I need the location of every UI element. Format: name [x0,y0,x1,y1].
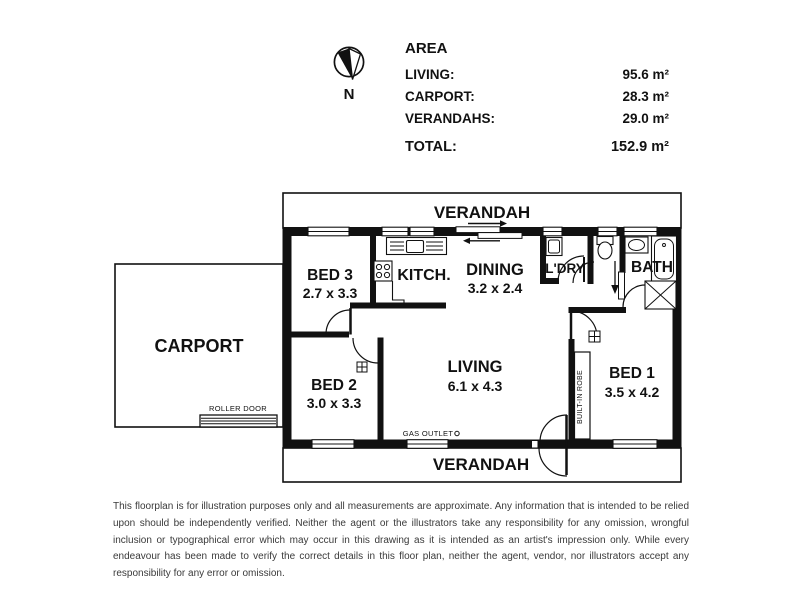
shower-icon [645,281,676,309]
built-in-robe-label: BUILT-IN ROBE [577,370,584,424]
wall-ldry-wc [588,236,594,284]
area-row-total-label: TOTAL: [405,139,457,155]
bed3-label: BED 3 [307,267,353,284]
window-bed1 [613,440,657,449]
dining-label: DINING [466,261,524,279]
area-row-living-label: LIVING: [405,67,455,82]
bed3-dims: 2.7 x 3.3 [302,285,358,301]
wall-bed2-top [287,332,349,338]
window-bath [624,227,657,236]
roller-door-icon [200,415,277,427]
dining-dims: 3.2 x 2.4 [467,280,523,296]
area-row-living-value: 95.6 m² [622,67,669,82]
ldry-label: L'DRY [545,261,585,276]
kitchen-sink-icon [387,238,447,255]
wall-ldry-bottom [540,278,559,284]
bed2-label: BED 2 [311,377,357,394]
verandah-top-label: VERANDAH [433,203,531,222]
area-row-total-value: 152.9 m² [610,139,669,155]
toilet-icon [597,237,613,260]
living-dims: 6.1 x 4.3 [447,378,503,394]
bath-label: BATH [631,259,673,276]
window-wc [598,227,617,236]
area-row-verandahs [405,108,669,130]
basin-icon [625,237,648,253]
area-row-carport-value: 28.3 m² [622,89,669,104]
area-row-verandahs-value: 29.0 m² [622,111,669,126]
bed1-label: BED 1 [609,365,655,382]
area-table [405,40,669,158]
north-label: N [343,86,355,103]
verandah-bottom-label: VERANDAH [432,455,530,474]
area-row-total [405,136,669,158]
window-bed3 [308,227,349,236]
window-ldry [543,227,562,236]
area-row-verandahs-label: VERANDAHS: [405,111,496,126]
wall-living-bed1 [569,339,575,441]
window-kitchen-left [382,227,408,236]
window-living [407,440,448,449]
wall-kitchen-living [350,303,446,309]
area-row-carport-label: CARPORT: [405,89,475,104]
window-kitchen-right [410,227,434,236]
area-table-title: AREA [405,40,448,57]
gas-outlet-label: GAS OUTLET [402,429,454,438]
laundry-trough-icon [546,238,562,256]
area-row-carport [405,86,669,108]
carport-label: CARPORT [154,336,244,356]
wall-dining-ldry [540,236,546,284]
bed1-dims: 3.5 x 4.2 [604,384,660,400]
north-compass [334,47,363,103]
living-label: LIVING [447,358,503,376]
wall-bed2-living [378,338,384,441]
disclaimer-text: This floorplan is for illustration purposes only and all measurements are approximate. Any information that is intended to be relied upon should be independently verified. Neither the agent or the illustrators take any responsibility for any omission, wrongful inclusion or typographical error which may occur in this drawing as it is intended as an artist's impression only. While every endeavour has been made to verify the correct details in this floor plan, neither the agent, vendor, nor illustrators accept any responsibility for any error or omission. [113,501,689,580]
roller-door-label: ROLLER DOOR [209,404,267,413]
kitchen-label: KITCH. [397,267,451,284]
bed2-dims: 3.0 x 3.3 [306,395,362,411]
heater-icon-bed1 [589,331,600,342]
stove-icon [374,261,392,281]
heater-icon-bed2 [357,362,367,372]
area-row-living [405,64,669,86]
window-bed2 [312,440,354,449]
